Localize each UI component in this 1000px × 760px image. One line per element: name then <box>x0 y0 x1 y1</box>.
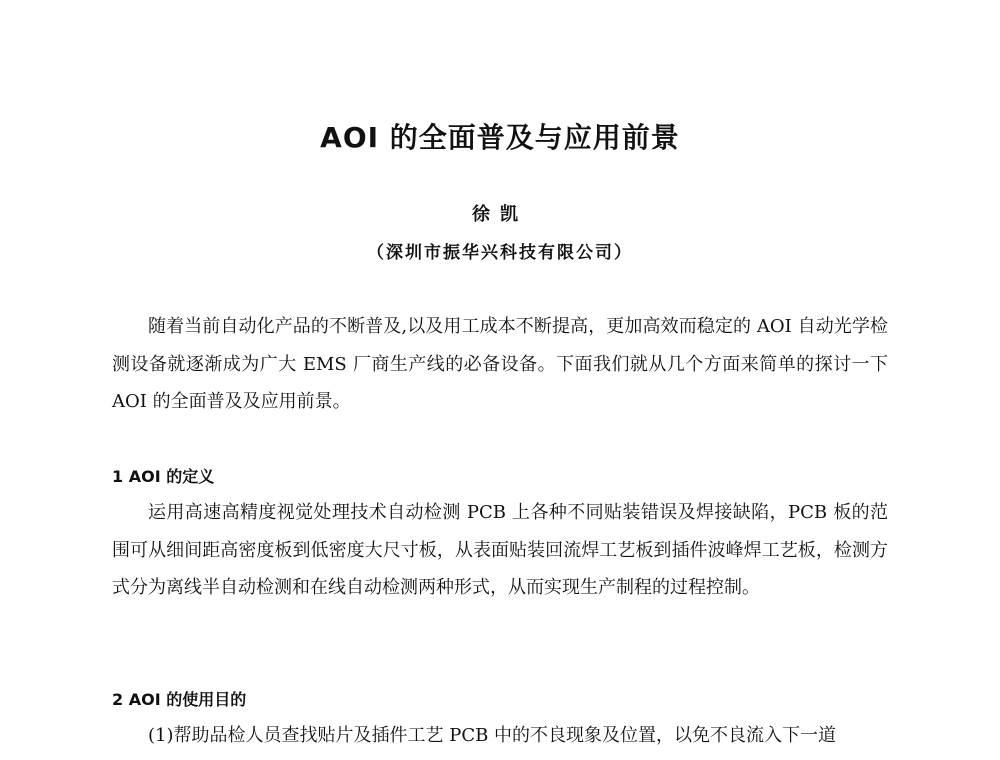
section-heading-definition: 1 AOI 的定义 <box>112 467 215 486</box>
author-name: 徐凯 <box>472 204 528 225</box>
article-title: AOI 的全面普及与应用前景 <box>320 121 680 154</box>
author-affiliation: （深圳市振华兴科技有限公司） <box>367 243 633 263</box>
section-paragraph-purpose: (1)帮助品检人员查找贴片及插件工艺 PCB 中的不良现象及位置，以免不良流入下一道 <box>148 725 837 746</box>
section-paragraph-definition: 运用高速高精度视觉处理技术自动检测 PCB 上各种不同贴装错误及焊接缺陷，PCB 板的范围可从细间距高密度板到低密度大尺寸板，从表面贴装回流焊工艺板到插件波峰焊工艺板，检测方式分为离线半自动检测和在线自动检测两种形式，从而实现生产制程的过程控制。 <box>112 502 888 598</box>
section-heading-purpose: 2 AOI 的使用目的 <box>112 690 247 709</box>
intro-paragraph: 随着当前自动化产品的不断普及,以及用工成本不断提高，更加高效而稳定的 AOI 自动光学检测设备就逐渐成为广大 EMS 厂商生产线的必备设备。下面我们就从几个方面来简单的探讨一下 AOI 的全面普及及应用前景。 <box>112 316 888 412</box>
